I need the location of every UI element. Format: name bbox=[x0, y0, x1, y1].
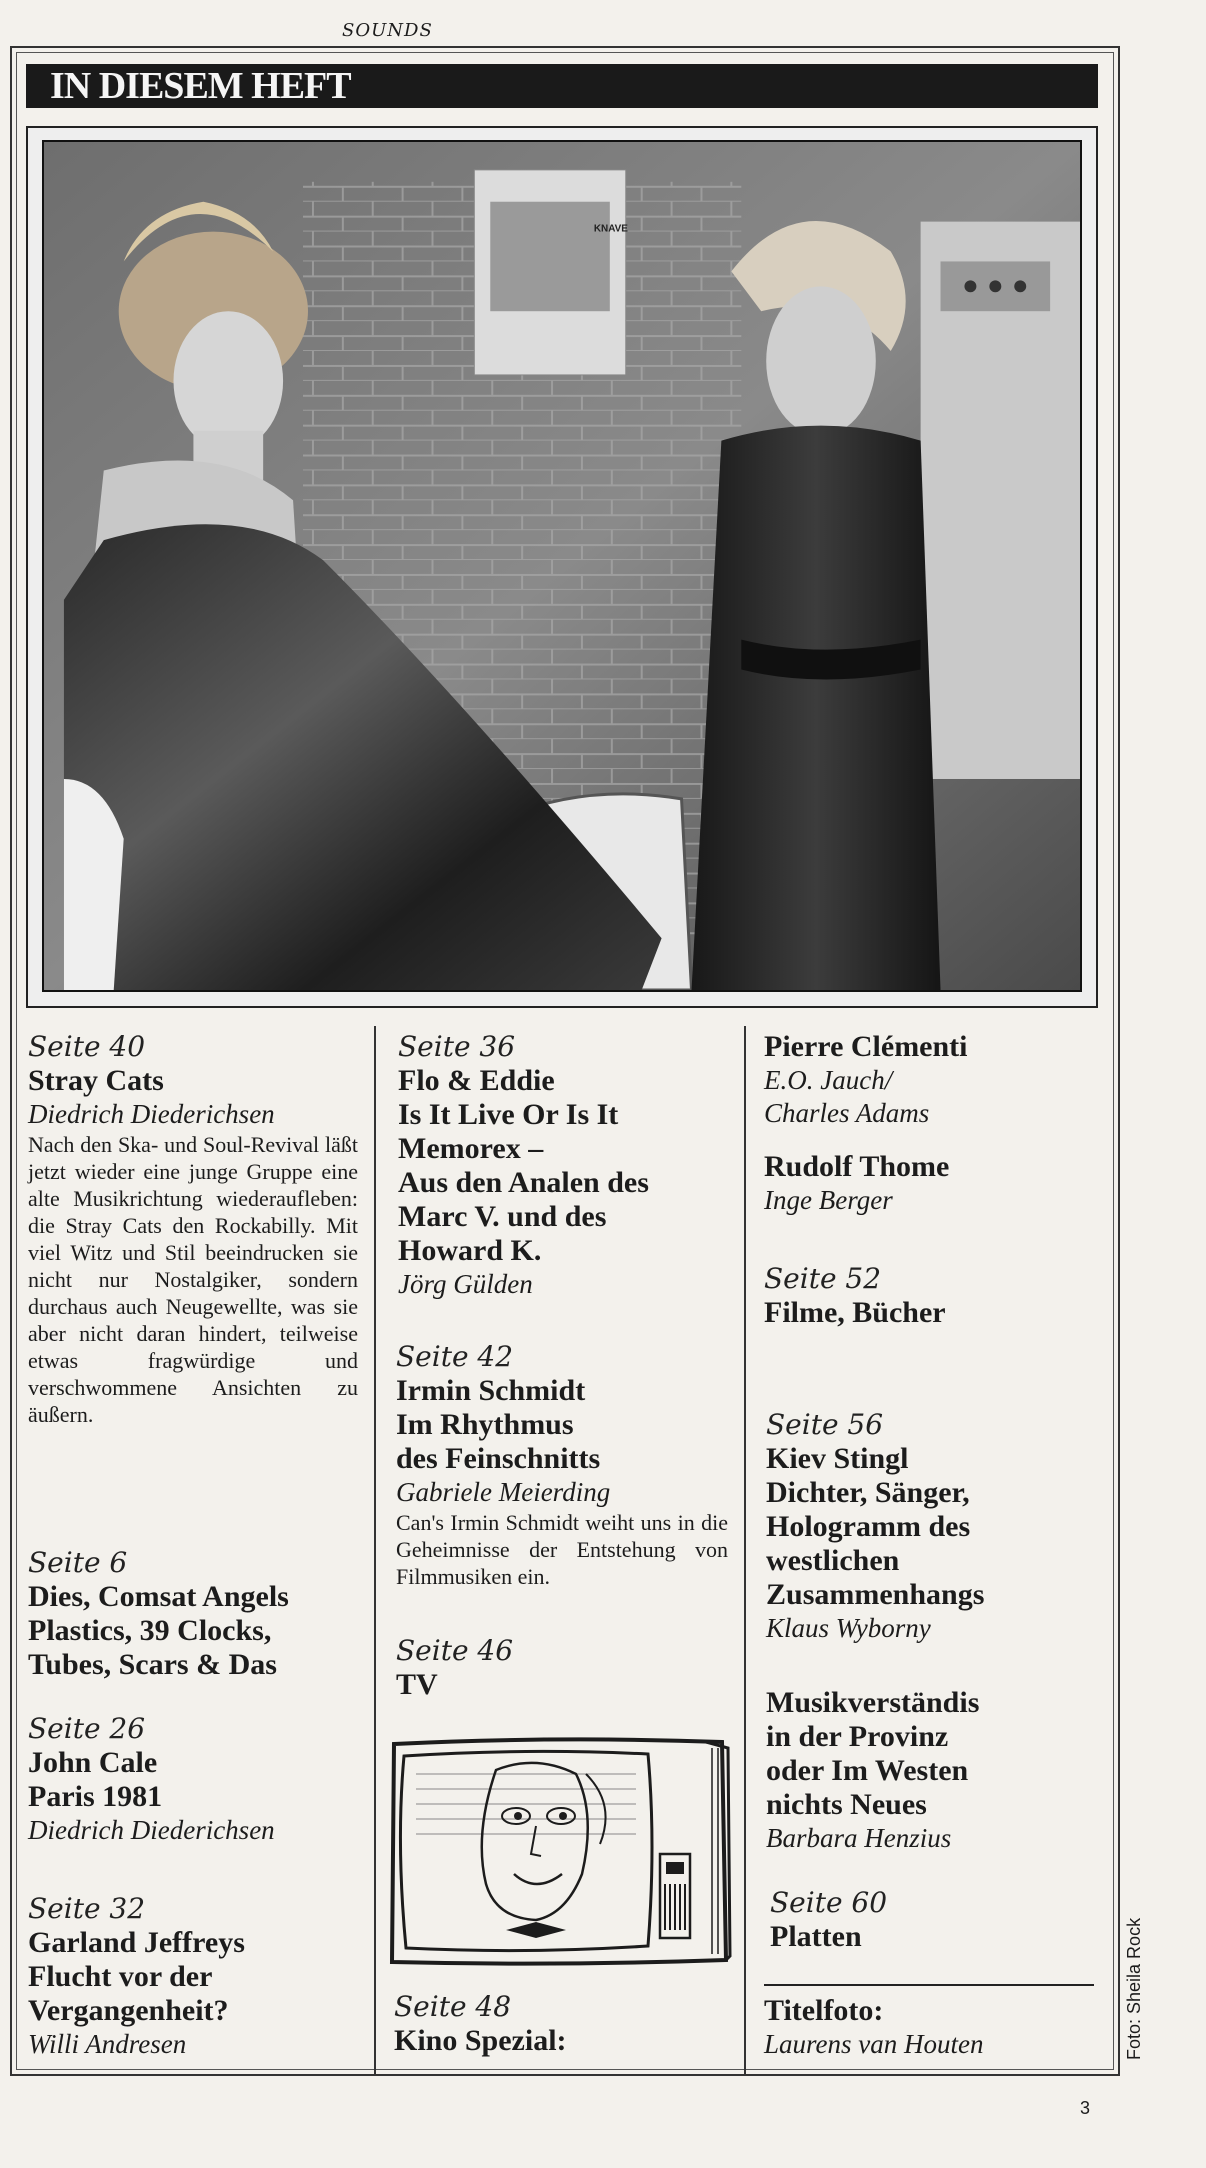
page-ref: Seite 40 bbox=[28, 1030, 146, 1063]
entry-title-line: Is It Live Or Is It bbox=[398, 1098, 619, 1131]
cover-photo bbox=[42, 140, 1082, 992]
divider bbox=[764, 1984, 1094, 1986]
entry-title-line: Marc V. und des bbox=[398, 1200, 607, 1233]
entry-title-line: Kiev Stingl bbox=[766, 1442, 909, 1475]
toc-entry[interactable] bbox=[396, 1634, 726, 1702]
entry-title-line: Memorex – bbox=[398, 1132, 544, 1165]
entry-author: Gabriele Meierding bbox=[396, 1477, 611, 1507]
entry-title-line: Dichter, Sänger, bbox=[766, 1476, 970, 1509]
photo-credit: Foto: Sheila Rock bbox=[1124, 1917, 1144, 2060]
entry-title-line: Filme, Bücher bbox=[764, 1296, 946, 1329]
page-ref: Seite 46 bbox=[396, 1634, 514, 1667]
tv-illustration bbox=[386, 1734, 732, 1970]
toc-entry[interactable] bbox=[766, 1686, 1106, 1855]
entry-title-line: Vergangenheit? bbox=[28, 1994, 229, 2027]
page-ref: Seite 26 bbox=[28, 1712, 146, 1745]
entry-author-line: Barbara Henzius bbox=[766, 1823, 952, 1853]
toc-entry[interactable] bbox=[764, 1150, 1104, 1217]
cover-photo-credit bbox=[764, 1994, 1104, 2061]
toc-entry[interactable] bbox=[396, 1340, 728, 1590]
toc-entry[interactable] bbox=[764, 1262, 1104, 1330]
page-ref: Seite 36 bbox=[398, 1030, 516, 1063]
entry-title-line: nichts Neues bbox=[766, 1788, 927, 1821]
page-ref: Seite 42 bbox=[396, 1340, 514, 1373]
toc-entry[interactable] bbox=[764, 1030, 1104, 1130]
entry-title-line: Howard K. bbox=[398, 1234, 542, 1267]
entry-title-line: des Feinschnitts bbox=[396, 1442, 601, 1475]
entry-author-line: E.O. Jauch/ bbox=[764, 1065, 893, 1095]
page-ref: Seite 48 bbox=[394, 1990, 512, 2023]
entry-author: Willi Andresen bbox=[28, 2029, 187, 2059]
entry-title-line: Kino Spezial: bbox=[394, 2024, 567, 2057]
toc-entry[interactable] bbox=[28, 1546, 368, 1682]
page-ref: Seite 56 bbox=[766, 1408, 884, 1441]
entry-title-line: Irmin Schmidt bbox=[396, 1374, 586, 1407]
page-ref: Seite 6 bbox=[28, 1546, 128, 1579]
entry-author-line: Inge Berger bbox=[764, 1185, 893, 1215]
poster-text: KNAVE bbox=[593, 223, 628, 235]
column-divider bbox=[744, 1026, 746, 2076]
entry-body: Can's Irmin Schmidt weiht uns in die Geheimnisse der Entstehung von Filmmusiken ein. bbox=[396, 1510, 728, 1589]
entry-title-line: Dies, Comsat Angels bbox=[28, 1580, 289, 1613]
entry-title-line: Zusammenhangs bbox=[766, 1578, 985, 1611]
section-banner: IN DIESEM HEFT bbox=[26, 64, 1098, 108]
entry-body: Nach den Ska- und Soul-Revival läßt jetzt wieder eine junge Gruppe eine alte Musikrichtung wiederaufleben: die Stray Cats den Rockabilly. Mit viel Witz und Stil beeindrucken sie nicht nur Nostalgiker, sondern durchaus auch Neugewellte, was sie aber nicht daran hindert, teilweise etwas fragwürdige und verschwommene Ansichten zu äußern. bbox=[28, 1132, 358, 1427]
entry-author: Diedrich Diederichsen bbox=[28, 1815, 275, 1845]
page-ref: Seite 32 bbox=[28, 1892, 146, 1925]
page-number: 3 bbox=[1080, 2098, 1091, 2118]
credit-author: Laurens van Houten bbox=[764, 2029, 984, 2059]
running-head: SOUNDS bbox=[342, 20, 433, 41]
entry-title-line: Tubes, Scars & Das bbox=[28, 1648, 277, 1681]
toc-entry[interactable] bbox=[28, 1712, 368, 1847]
toc-entry[interactable] bbox=[766, 1408, 1106, 1645]
entry-title-line: Paris 1981 bbox=[28, 1780, 163, 1813]
page-ref: Seite 52 bbox=[764, 1262, 882, 1295]
entry-title-line: in der Provinz bbox=[766, 1720, 949, 1753]
entry-author-line: Charles Adams bbox=[764, 1098, 930, 1128]
entry-title-line: Flo & Eddie bbox=[398, 1064, 555, 1097]
entry-title-line: Im Rhythmus bbox=[396, 1408, 574, 1441]
entry-title-line: Rudolf Thome bbox=[764, 1150, 950, 1183]
entry-title-line: Garland Jeffreys bbox=[28, 1926, 245, 1959]
column-divider bbox=[374, 1026, 376, 2076]
entry-title-line: Platten bbox=[770, 1920, 862, 1953]
credit-title: Titelfoto: bbox=[764, 1994, 884, 2027]
entry-title-line: Flucht vor der bbox=[28, 1960, 213, 1993]
entry-title-line: westlichen bbox=[766, 1544, 900, 1577]
entry-title-line: oder Im Westen bbox=[766, 1754, 969, 1787]
entry-title-line: John Cale bbox=[28, 1746, 158, 1779]
toc-entry[interactable] bbox=[770, 1886, 1110, 1954]
page-ref: Seite 60 bbox=[770, 1886, 888, 1919]
entry-title-line: Aus den Analen des bbox=[398, 1166, 649, 1199]
entry-title-line: TV bbox=[396, 1668, 438, 1701]
entry-author: Jörg Gülden bbox=[398, 1269, 533, 1299]
entry-author-line: Klaus Wyborny bbox=[766, 1613, 931, 1643]
toc-entry[interactable] bbox=[398, 1030, 728, 1301]
entry-title-line: Plastics, 39 Clocks, bbox=[28, 1614, 272, 1647]
toc-entry[interactable] bbox=[394, 1990, 724, 2058]
entry-title: Stray Cats bbox=[28, 1064, 164, 1097]
entry-author: Diedrich Diederichsen bbox=[28, 1099, 275, 1129]
entry-title-line: Pierre Clémenti bbox=[764, 1030, 968, 1063]
toc-entry[interactable] bbox=[28, 1030, 358, 1428]
toc-entry[interactable] bbox=[28, 1892, 368, 2061]
entry-title-line: Hologramm des bbox=[766, 1510, 971, 1543]
entry-title-line: Musikverständis bbox=[766, 1686, 980, 1719]
